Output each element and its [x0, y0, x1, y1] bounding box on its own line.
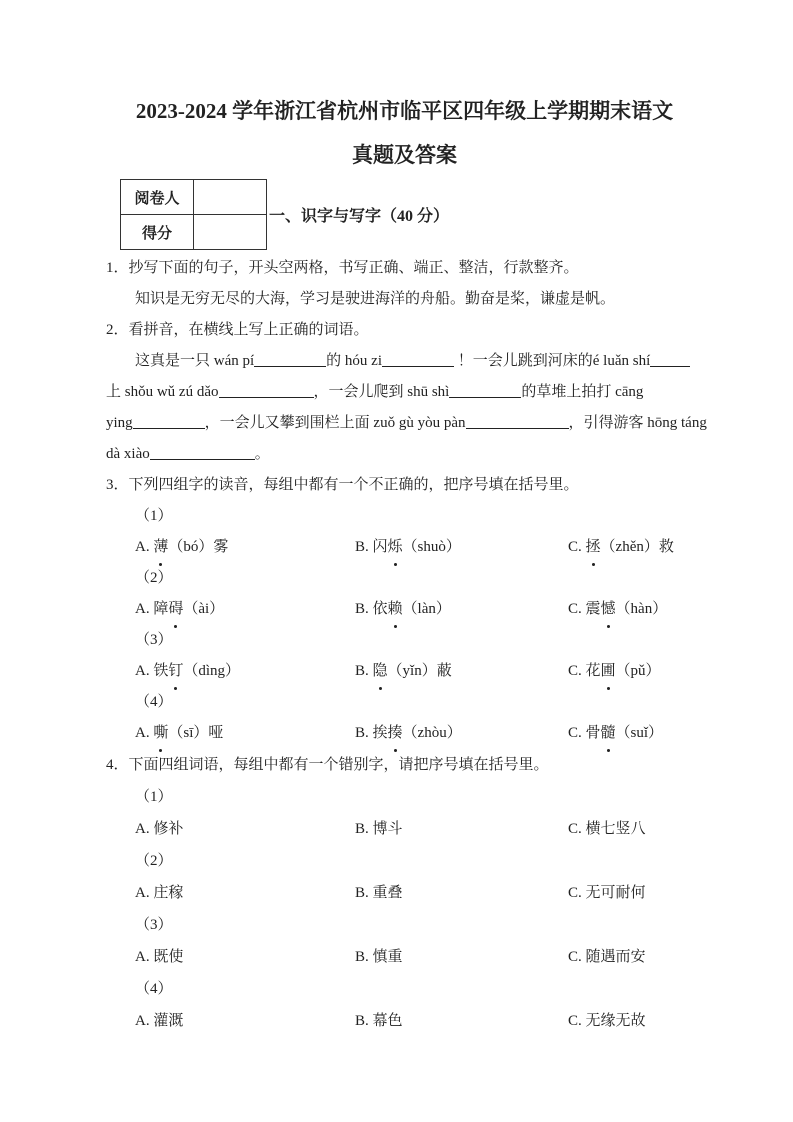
document-title [106, 89, 703, 177]
group-label: （1） [135, 789, 173, 805]
option-text: （làn） [402, 601, 451, 617]
option-text: B. 挨 [355, 725, 388, 741]
answer-blank [150, 457, 255, 460]
emphasized-char: 髓 [601, 718, 616, 749]
option-c: C. 随遇而安 [568, 949, 646, 965]
emphasized-char: 憾 [601, 594, 616, 625]
option-b: B. 重叠 [355, 885, 403, 901]
score-label-cell: 得分 [121, 215, 194, 250]
answer-blank [650, 364, 690, 367]
section-heading: 一、识字与写字（40 分） [269, 208, 450, 225]
option-c [568, 594, 703, 625]
answer-blank [254, 364, 326, 367]
option-text: C. 骨 [568, 725, 601, 741]
question-3-stem: 3．下列四组字的读音，每组中都有一个不正确的，把序号填在括号里。 [106, 477, 579, 493]
option-a [135, 532, 355, 563]
emphasized-char: 烁 [388, 532, 403, 563]
question-2-line3 [106, 408, 707, 439]
option-text: A. 障 [135, 601, 169, 617]
options-row [106, 1005, 703, 1037]
group-label: （2） [135, 570, 173, 586]
question-2-line2 [106, 377, 703, 408]
question-2-line1 [106, 346, 703, 377]
option-a: A. 灌溉 [135, 1013, 184, 1029]
option-b: B. 幕色 [355, 1013, 403, 1029]
option-text: （zhěn）救 [600, 539, 674, 555]
options-row [106, 813, 703, 845]
emphasized-char: 碍 [168, 594, 183, 625]
pinyin-text: 。 [254, 446, 270, 462]
option-text: （zhòu） [402, 725, 462, 741]
option-text: （pǔ） [615, 663, 661, 679]
pinyin-text: 这真是一只 wán pí [135, 353, 255, 369]
pinyin-text: ying [106, 415, 133, 431]
emphasized-char: 赖 [388, 594, 403, 625]
option-text: （dìng） [183, 663, 241, 679]
score-table-row [120, 179, 703, 250]
emphasized-char: 嘶 [153, 718, 168, 749]
option-a [135, 656, 355, 687]
score-table [120, 179, 267, 250]
answer-blank [449, 395, 521, 398]
group-label: （3） [135, 632, 173, 648]
option-a [135, 594, 355, 625]
option-text: A. [135, 725, 154, 741]
option-c: C. 横七竖八 [568, 821, 646, 837]
option-text: （hàn） [615, 601, 668, 617]
emphasized-char: 拯 [586, 532, 601, 563]
option-text: （sī）哑 [168, 725, 224, 741]
options-row [106, 532, 703, 563]
emphasized-char: 薄 [153, 532, 168, 563]
pinyin-text: 上 shǒu wǔ zú dǎo [106, 384, 219, 400]
emphasized-char: 揍 [388, 718, 403, 749]
option-text: （bó）雾 [168, 539, 229, 555]
option-a: A. 既使 [135, 949, 184, 965]
score-value-cell [194, 215, 267, 250]
option-c [568, 656, 703, 687]
emphasized-char: 圃 [601, 656, 616, 687]
option-b [355, 718, 568, 749]
option-text: A. [135, 539, 154, 555]
group-label: （2） [135, 853, 173, 869]
group-label: （4） [135, 694, 173, 710]
option-c: C. 无缘无故 [568, 1013, 646, 1029]
pinyin-text: ，引得游客 hōng táng [568, 415, 707, 431]
document-title-line2: 真题及答案 [352, 143, 457, 167]
question-2-stem: 2．看拼音，在横线上写上正确的词语。 [106, 322, 369, 338]
answer-blank [219, 395, 314, 398]
option-a: A. 修补 [135, 821, 184, 837]
emphasized-char: 钉 [168, 656, 183, 687]
group-label: （1） [135, 508, 173, 524]
option-text: （suǐ） [615, 725, 664, 741]
grader-label-cell: 阅卷人 [121, 180, 194, 215]
options-row [106, 941, 703, 973]
option-b [355, 656, 568, 687]
option-b [355, 532, 568, 563]
answer-blank [382, 364, 454, 367]
option-text: B. [355, 663, 373, 679]
option-text: C. [568, 539, 586, 555]
pinyin-text: ，一会儿爬到 shū shì [313, 384, 450, 400]
question-1-sentence: 知识是无穷无尽的大海，学习是驶进海洋的舟船。勤奋是桨，谦虚是帆。 [135, 291, 616, 307]
answer-blank [133, 426, 205, 429]
options-row [106, 877, 703, 909]
question-4-block [106, 749, 703, 1037]
question-1-stem: 1．抄写下面的句子，开头空两格，书写正确、端正、整洁，行款整齐。 [106, 260, 579, 276]
option-a: A. 庄稼 [135, 885, 184, 901]
pinyin-text: 的草堆上拍打 cāng [521, 384, 644, 400]
answer-blank [466, 426, 569, 429]
option-text: （yǐn）蔽 [387, 663, 452, 679]
option-b: B. 博斗 [355, 821, 403, 837]
options-row [106, 718, 703, 749]
option-text: （shuò） [402, 539, 461, 555]
document-title-line1: 2023-2024 学年浙江省杭州市临平区四年级上学期期末语文 [135, 99, 674, 123]
group-label: （3） [135, 917, 173, 933]
pinyin-text: ！一会儿跳到河床的é luǎn shí [454, 353, 651, 369]
option-b: B. 慎重 [355, 949, 403, 965]
emphasized-char: 隐 [373, 656, 388, 687]
pinyin-text: ，一会儿又攀到围栏上面 zuǒ gù yòu pàn [204, 415, 466, 431]
question-4-stem: 4．下面四组词语，每组中都有一个错别字，请把序号填在括号里。 [106, 757, 549, 773]
option-text: （ài） [183, 601, 225, 617]
option-text: C. 震 [568, 601, 601, 617]
option-c [568, 532, 703, 563]
option-text: B. 闪 [355, 539, 388, 555]
pinyin-text: 的 hóu zi [326, 353, 382, 369]
question-2-line4 [106, 439, 703, 470]
option-a [135, 718, 355, 749]
option-text: C. 花 [568, 663, 601, 679]
group-label: （4） [135, 981, 173, 997]
options-row [106, 656, 703, 687]
option-b [355, 594, 568, 625]
options-row [106, 594, 703, 625]
option-c: C. 无可耐何 [568, 885, 646, 901]
option-c [568, 718, 703, 749]
table-row [121, 215, 267, 250]
grader-value-cell [194, 180, 267, 215]
table-row [121, 180, 267, 215]
pinyin-text: dà xiào [106, 446, 150, 462]
option-text: B. 依 [355, 601, 388, 617]
option-text: A. 铁 [135, 663, 169, 679]
